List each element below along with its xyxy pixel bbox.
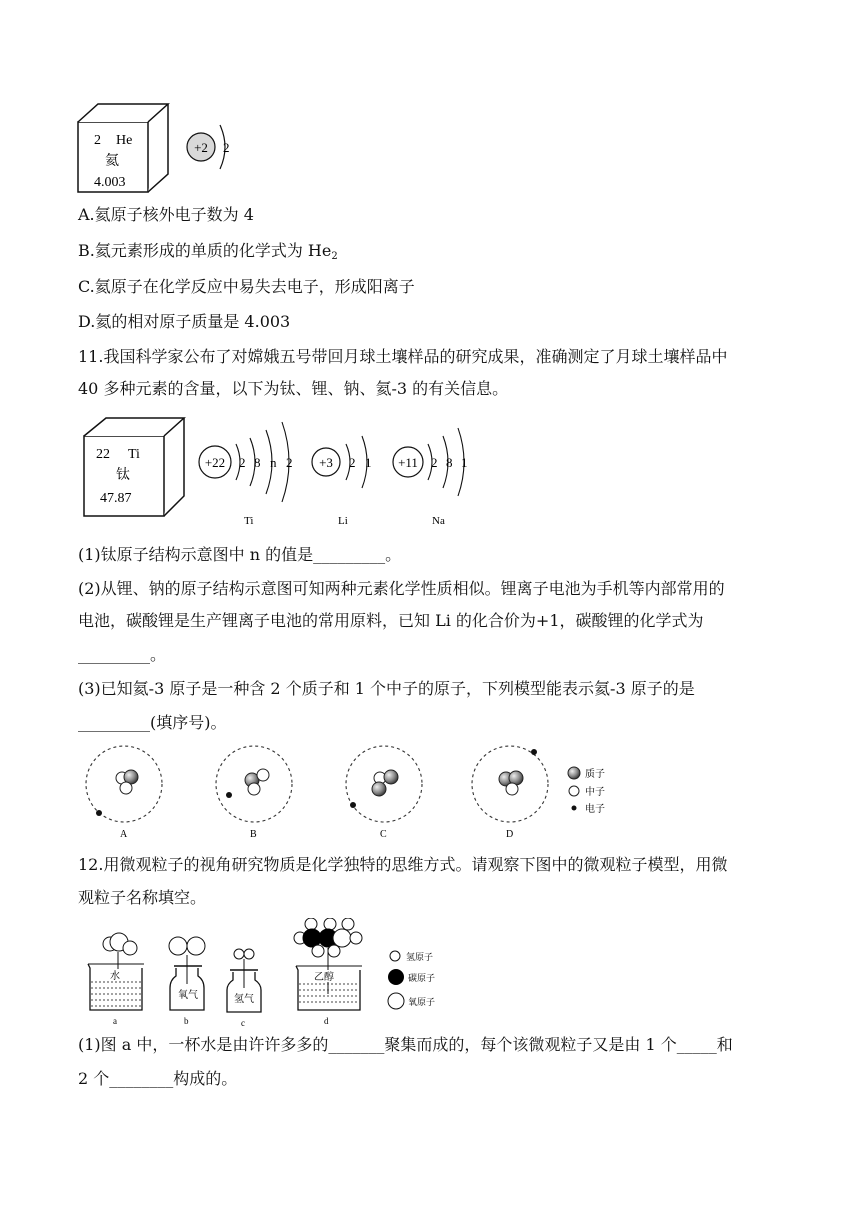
ti-label: Ti <box>244 515 254 527</box>
he-mass: 4.003 <box>94 175 126 190</box>
q10-option-a: A.氦原子核外电子数为 4 <box>78 205 254 224</box>
q11-sub3-line2: _________(填序号)。 <box>78 713 227 732</box>
q10-option-b: B.氦元素形成的单质的化学式为 $He_2$ <box>78 241 338 262</box>
helium-atom-diagram <box>187 125 230 169</box>
titanium-element-card <box>84 418 184 516</box>
model-c-label: C <box>380 829 387 840</box>
he-symbol: He <box>116 133 133 148</box>
li-label: Li <box>338 515 348 527</box>
he-shell-1: 2 <box>223 140 230 155</box>
ti-atomic-number: 22 <box>96 447 110 462</box>
model-b <box>216 746 292 840</box>
q11-elements-figure <box>80 414 500 532</box>
q12-sub1-line1: (1)图 a 中，一杯水是由许许多多的_______聚集而成的，每个该微观粒子又是由 1 个_____和 <box>78 1035 733 1054</box>
jar-hydrogen <box>227 949 261 1028</box>
model-b-label: B <box>250 829 257 840</box>
models-legend <box>568 767 605 815</box>
li-shell-1: 2 <box>349 455 356 470</box>
jar-hydrogen-label: 氢气 <box>234 994 254 1005</box>
na-label: Na <box>432 515 445 527</box>
ti-atom-diagram <box>199 422 293 527</box>
q12-stem-line1: 12.用微观粒子的视角研究物质是化学独特的思维方式。请观察下图中的微观粒子模型，用微 <box>78 855 728 874</box>
jar-oxygen-tag: b <box>184 1016 189 1026</box>
li-shell-2: 1 <box>365 455 372 470</box>
q11-stem-line1: 11.我国科学家公布了对嫦娥五号带回月球土壤样品的研究成果，准确测定了月球土壤样品中 <box>78 347 728 366</box>
jar-oxygen-label: 氧气 <box>178 990 198 1001</box>
he-atomic-number: 2 <box>94 133 101 148</box>
helium-figure <box>72 100 272 200</box>
na-atom-diagram <box>393 428 468 527</box>
q11-sub1: (1)钛原子结构示意图中 n 的值是_________。 <box>78 545 402 564</box>
ti-nucleus-charge: +22 <box>204 455 226 470</box>
atoms-legend <box>388 951 435 1009</box>
legend-hydrogen: 氢原子 <box>406 952 434 962</box>
jar-hydrogen-tag: c <box>241 1018 245 1028</box>
legend-carbon: 碳原子 <box>408 973 436 983</box>
ti-shell-3: n <box>270 455 277 470</box>
ti-shell-4: 2 <box>286 455 293 470</box>
ti-shell-2: 8 <box>254 455 261 470</box>
legend-proton: 质子 <box>585 769 605 780</box>
q11-sub2-line1: (2)从锂、钠的原子结构示意图可知两种元素化学性质相似。锂离子电池为手机等内部常用的 <box>78 579 725 598</box>
legend-oxygen: 氧原子 <box>408 997 436 1007</box>
model-a <box>86 746 162 840</box>
na-nucleus-charge: +11 <box>398 455 418 470</box>
na-shell-3: 1 <box>461 455 468 470</box>
ti-name: 钛 <box>116 468 130 483</box>
beaker-water <box>88 933 144 1026</box>
q12-stem-line2: 观粒子名称填空。 <box>78 888 207 907</box>
model-a-label: A <box>120 829 128 840</box>
beaker-water-tag: a <box>113 1016 117 1026</box>
ti-shell-1: 2 <box>239 455 246 470</box>
q11-sub2-line2: 电池，碳酸锂是生产锂离子电池的常用原料，已知 Li 的化合价为+1，碳酸锂的化学式为 <box>78 611 704 630</box>
na-shell-1: 2 <box>431 455 438 470</box>
ti-symbol: Ti <box>128 447 140 462</box>
helium-element-card <box>78 104 168 192</box>
helium3-models-figure <box>82 742 622 842</box>
q11-sub3-line1: (3)已知氦-3 原子是一种含 2 个质子和 1 个中子的原子，下列模型能表示氦-3 原子的是 <box>78 679 695 698</box>
q11-sub2-line3: _________。 <box>78 645 167 664</box>
he-nucleus-charge: +2 <box>194 140 208 155</box>
li-atom-diagram <box>312 436 372 527</box>
model-c <box>346 746 422 840</box>
model-d <box>472 746 548 840</box>
na-shell-2: 8 <box>446 455 453 470</box>
q11-stem-line2: 40 多种元素的含量，以下为钛、锂、钠、氦-3 的有关信息。 <box>78 379 509 398</box>
beaker-water-label: 水 <box>110 971 120 982</box>
li-nucleus-charge: +3 <box>319 455 333 470</box>
q10-option-c: C.氦原子在化学反应中易失去电子，形成阳离子 <box>78 277 415 296</box>
legend-electron: 电子 <box>585 804 605 815</box>
q12-molecules-figure <box>78 918 458 1028</box>
model-d-label: D <box>506 829 514 840</box>
beaker-ethanol-tag: d <box>324 1016 329 1026</box>
jar-oxygen <box>169 937 205 1026</box>
legend-neutron: 中子 <box>585 787 605 798</box>
beaker-ethanol <box>294 918 362 1026</box>
q12-sub1-line2: 2 个________构成的。 <box>78 1069 238 1088</box>
ti-mass: 47.87 <box>100 491 132 506</box>
q10-option-d: D.氦的相对原子质量是 4.003 <box>78 312 291 331</box>
beaker-ethanol-label: 乙醇 <box>314 972 334 983</box>
he-name: 氦 <box>105 154 119 169</box>
